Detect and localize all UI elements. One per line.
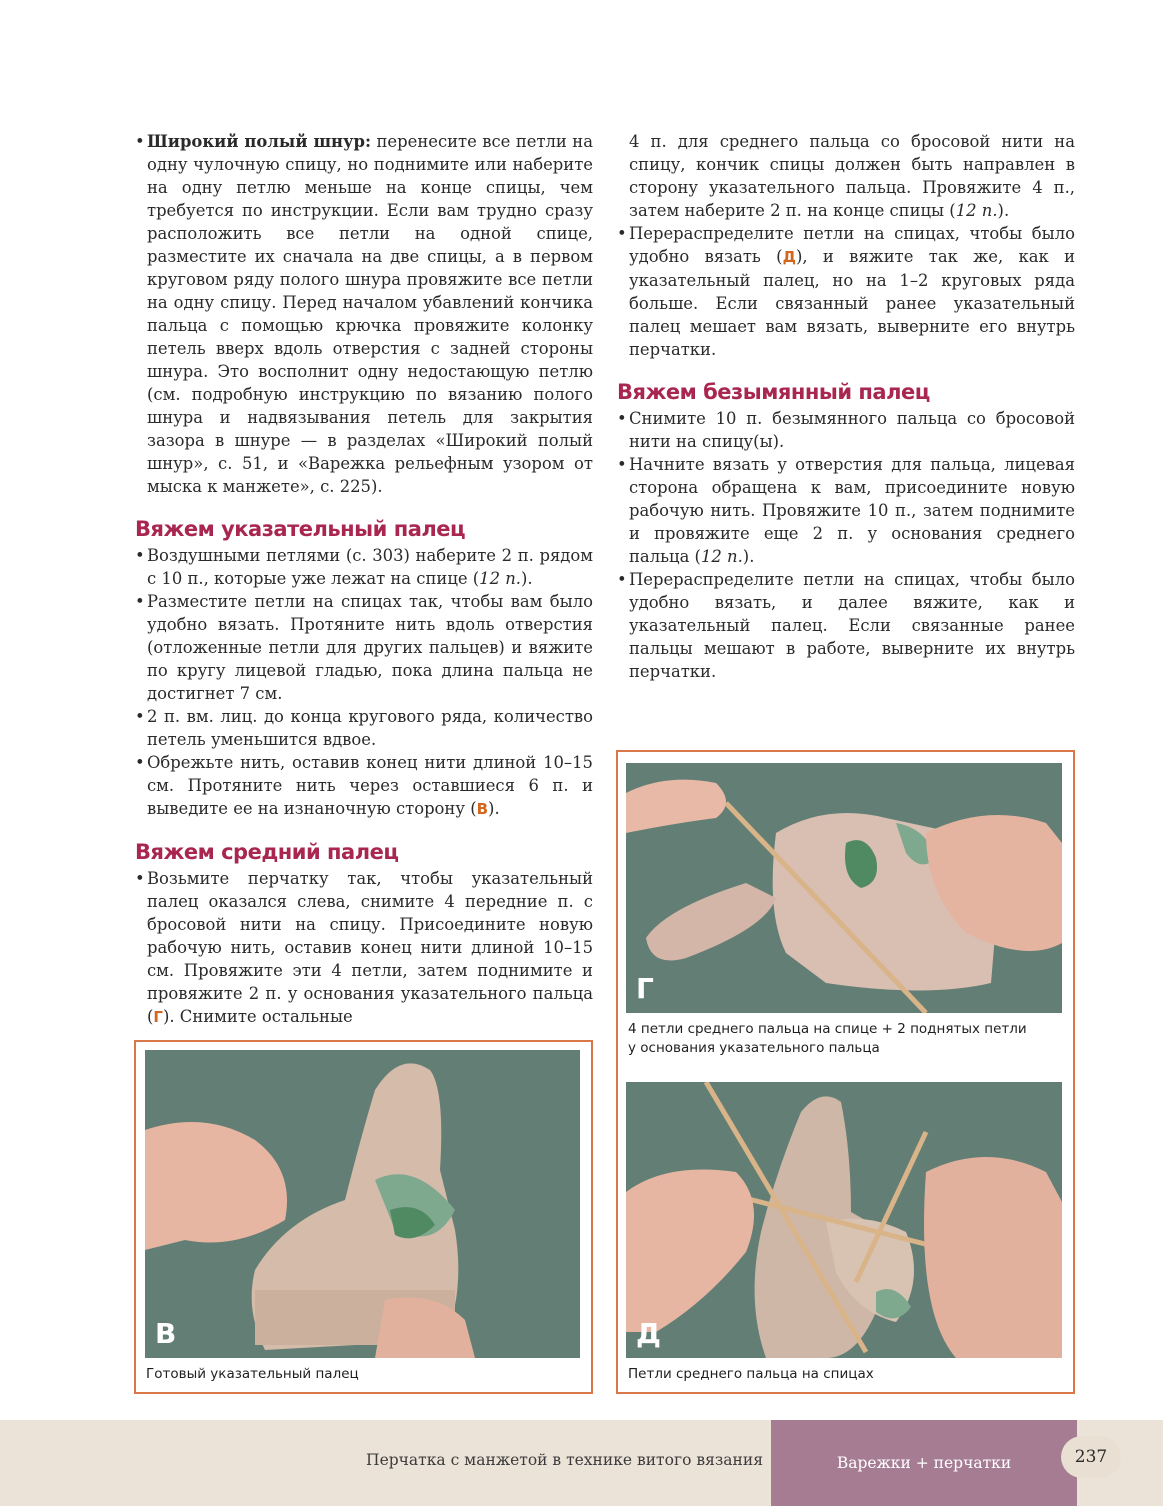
item-text: 4 п. для среднего пальца со бросовой нити на спицу, кончик спицы должен быть направлен в сторону указательного пальца. Провяжите 4 п., затем наберите 2 п. на конце спицы (: [629, 132, 1075, 220]
photo-reference: Д: [782, 248, 796, 266]
bullet: •: [617, 455, 627, 474]
stitch-count: 12 п.: [479, 569, 522, 588]
continuation-text: [617, 130, 1075, 222]
bullet: •: [135, 546, 145, 565]
photo-g: [626, 763, 1062, 1013]
heading-index-finger: Вяжем указательный палец: [135, 517, 466, 541]
list-item: [135, 130, 593, 498]
list-item: [135, 867, 593, 1029]
page-number: 237: [1061, 1436, 1121, 1478]
photo-v-letter: В: [155, 1317, 177, 1350]
footer-title: Перчатка с манжетой в технике витого вязания: [366, 1451, 763, 1469]
item-text: Обрежьте нить, оставив конец нити длиной 10–15 см. Протяните нить через оставшиеся 6 п. и выведите ее на изнаночную сторону (: [147, 753, 593, 818]
photo-v: [145, 1050, 580, 1358]
item-text: Разместите петли на спицах так, чтобы вам было удобно вязать. Протяните нить вдоль отверстия (отложенные петли для других пальцев) и вяжите по кругу лицевой гладью, пока длина пальца не достигнет 7 см.: [147, 592, 593, 703]
photo-d: [626, 1082, 1062, 1358]
bullet: •: [135, 132, 145, 151]
item-text: Снимите 10 п. безымянного пальца со бросовой нити на спицу(ы).: [629, 409, 1075, 451]
bullet: •: [135, 869, 145, 888]
caption-line: 4 петли среднего пальца на спице + 2 поднятых петли: [628, 1021, 1027, 1037]
list-item: [617, 568, 1075, 683]
bullet: •: [135, 592, 145, 611]
bullet: •: [135, 707, 145, 726]
stitch-count: 12 п.: [700, 547, 743, 566]
heading-middle-finger: Вяжем средний палец: [135, 840, 399, 864]
item-text: Перераспределите петли на спицах, чтобы было удобно вязать, и далее вяжите, как и указательный палец. Если связанные ранее пальцы мешают в работе, выверните их внутрь перчатки.: [629, 570, 1075, 681]
list-item: [135, 544, 593, 590]
photo-d-image: [626, 1082, 1062, 1358]
photo-reference: В: [476, 800, 489, 818]
item-text: ).: [997, 201, 1010, 220]
photo-g-image: [626, 763, 1062, 1013]
item-text: ), и вяжите так же, как и указательный палец, но на 1–2 круговых ряда больше. Если связанный ранее указательный палец мешает вам вязать, выверните его внутрь перчатки.: [629, 247, 1075, 359]
item-text: ). Снимите остальные: [162, 1007, 353, 1026]
photo-v-caption: Готовый указательный палец: [146, 1366, 359, 1382]
stitch-count: 12 п.: [955, 201, 998, 220]
bullet: •: [617, 570, 627, 589]
right-column: [617, 130, 1075, 683]
photo-d-letter: Д: [636, 1317, 661, 1350]
list-item: [617, 222, 1075, 361]
bullet: •: [617, 224, 627, 243]
list-item: [135, 590, 593, 705]
item-text: ).: [488, 799, 500, 818]
caption-line: у основания указательного пальца: [628, 1040, 880, 1056]
bullet: •: [617, 409, 627, 428]
photo-d-caption: Петли среднего пальца на спицах: [628, 1366, 874, 1382]
item-text: Начните вязать у отверстия для пальца, лицевая сторона обращена к вам, присоедините новую рабочую нить. Провяжите 10 п., затем поднимите и провяжите еще 2 п. у основания среднего пальца (: [629, 455, 1075, 566]
photo-v-image: [145, 1050, 580, 1358]
list-item: [135, 751, 593, 821]
intro-text: перенесите все петли на одну чулочную спицу, но поднимите или наберите на одну петлю меньше на конце спицы, чем требуется по инструкции. Если вам трудно сразу расположить все петли на одной спице, разместите их сначала на две спицы, а в первом круговом ряду полого шнура провяжите все петли на одну спицу. Перед началом убавлений кончика пальца с помощью крючка провяжите колонку петель вверх вдоль отверстия с задней стороны шнура. Это восполнит одну недостающую петлю (см. подробную инструкцию по вязанию полого шнура и надвязывания петель для закрытия зазора в шнуре — в разделах «Широкий полый шнур», с. 51, и «Варежка рельефным узором от мыска к манжете», с. 225).: [147, 132, 593, 496]
footer-section: Варежки + перчатки: [771, 1420, 1077, 1506]
photo-g-caption: [628, 1020, 1068, 1058]
item-text: 2 п. вм. лиц. до конца кругового ряда, количество петель уменьшится вдвое.: [147, 707, 593, 749]
heading-ring-finger: Вяжем безымянный палец: [617, 380, 930, 404]
item-text: Воздушными петлями (с. 303) наберите 2 п. рядом с 10 п., которые уже лежат на спице (: [147, 546, 593, 588]
item-text: Перераспределите петли на спицах, чтобы было удобно вязать (: [629, 224, 1075, 266]
photo-g-letter: Г: [636, 972, 654, 1005]
left-column: [135, 130, 593, 1029]
list-item: [617, 407, 1075, 453]
term-wide-cord: Широкий полый шнур:: [147, 132, 372, 151]
item-text: ).: [742, 547, 755, 566]
item-text: ).: [521, 569, 533, 588]
item-text: Возьмите перчатку так, чтобы указательный палец оказался слева, снимите 4 передние п. с бросовой нити на спицу. Присоедините новую рабочую нить, оставив конец нити длиной 10–15 см. Провяжите эти 4 петли, затем поднимите и провяжите 2 п. у основания указательного пальца (: [147, 869, 593, 1026]
bullet: •: [135, 753, 145, 772]
photo-reference: Г: [153, 1008, 163, 1026]
list-item: [617, 453, 1075, 568]
list-item: [135, 705, 593, 751]
